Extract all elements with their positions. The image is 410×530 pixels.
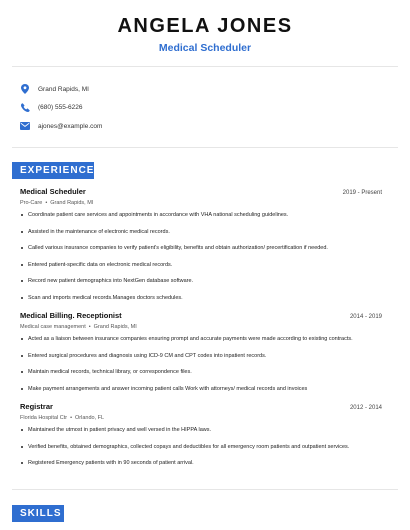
experience-section xyxy=(20,186,382,476)
job-bullet-list xyxy=(20,426,382,468)
email-icon xyxy=(20,121,30,131)
section-heading-skills: SKILLS xyxy=(12,505,64,522)
list-item: Maintain medical records, technical library, or correspondence files. xyxy=(20,368,382,377)
list-item: Entered surgical procedures and diagnosis using ICD-9 CM and CPT codes into inpatient records. xyxy=(20,352,382,361)
list-item: Registered Emergency patients with in 90 seconds of patient arrival. xyxy=(20,459,382,468)
contact-phone xyxy=(20,99,390,118)
list-item: Verified benefits, obtained demographics, collected copays and deductibles for all emergency room patients and outpatient services. xyxy=(20,443,382,452)
job-company: Florida Hospital Ctr xyxy=(20,415,68,421)
candidate-name: ANGELA JONES xyxy=(117,15,293,37)
contact-phone-text: (680) 555-6226 xyxy=(38,104,83,112)
list-item: Entered patient-specific data on electronic medical records. xyxy=(20,261,382,270)
job-dates: 2012 - 2014 xyxy=(349,405,382,411)
job-location: Grand Rapids, MI xyxy=(50,200,94,206)
list-item: Make payment arrangements and answer incoming patient calls Work with attorneys/ medical records and invoices xyxy=(20,385,382,394)
list-item: Coordinate patient care services and appointments in accordance with VHA national scheduling guidelines. xyxy=(20,211,382,220)
section-heading-experience: EXPERIENCE xyxy=(12,162,94,179)
job-role: Registrar xyxy=(20,402,53,411)
list-item: Assisted in the maintenance of electronic medical records. xyxy=(20,228,382,237)
resume-header xyxy=(0,14,410,55)
list-item: Record new patient demographics into NextGen database software. xyxy=(20,277,382,286)
contact-email xyxy=(20,117,390,136)
list-item: Acted as a liaison between insurance companies ensuring prompt and accurate payments were made according to existing contracts. xyxy=(20,335,382,344)
list-item: Scan and imports medical records.Manages doctors schedules. xyxy=(20,294,382,303)
job-role: Medical Billing. Receptionist xyxy=(20,311,122,320)
job-role: Medical Scheduler xyxy=(20,187,86,196)
candidate-title: Medical Scheduler xyxy=(158,42,252,54)
header-divider xyxy=(12,66,398,67)
contact-divider xyxy=(12,147,398,148)
phone-icon xyxy=(20,103,30,113)
job-company: Medical case management xyxy=(20,324,86,330)
job-company: Pro-Care xyxy=(20,200,43,206)
job-entry: Medical Scheduler 2019 - Present Pro-Care • Grand Rapids, MI Coordinate patient care services and appointments in accordance with VHA national scheduling guidelines. Assisted in the maintenance of electronic medical records. Called various insurance companies to verify patient's eligibility, benefits and obtain authorization/ precertification if needed. Entered patient-specific data on electronic medical records. Record new patient demographics into NextGen database software. Scan and imports medical records.Manages doctors schedules. xyxy=(20,187,382,301)
contact-email-text: ajones@example.com xyxy=(38,122,103,130)
list-item: Maintained the utmost in patient privacy and well versed in the HIPPA laws. xyxy=(20,426,382,435)
job-bullet-list xyxy=(20,335,382,393)
job-location: Grand Rapids, MI xyxy=(93,324,137,330)
job-dates: 2019 - Present xyxy=(342,190,382,196)
job-dates: 2014 - 2019 xyxy=(349,314,382,320)
contact-location-text: Grand Rapids, MI xyxy=(38,85,89,93)
list-item: Called various insurance companies to verify patient's eligibility, benefits and obtain authorization/ precertification if needed. xyxy=(20,244,382,253)
job-location: Orlando, FL xyxy=(75,415,105,421)
job-entry: Medical Billing. Receptionist 2014 - 2019 Medical case management • Grand Rapids, MI Acted as a liaison between insurance companies ensuring prompt and accurate payments were made according to existing contracts. Entered surgical procedures and diagnosis using ICD-9 CM and CPT codes into inpatient records. Maintain medical records, technical library, or correspondence files. Make payment arrangements and answer incoming patient calls Work with attorneys/ medical records and invoices xyxy=(20,311,382,392)
contact-list xyxy=(20,80,390,136)
job-bullet-list xyxy=(20,211,382,302)
location-pin-icon xyxy=(20,84,30,94)
experience-divider xyxy=(12,489,398,490)
contact-location xyxy=(20,80,390,99)
job-entry: Registrar 2012 - 2014 Florida Hospital Ctr • Orlando, FL Maintained the utmost in patient privacy and well versed in the HIPPA laws. Verified benefits, obtained demographics, collected copays and deductibles for all emergency room patients and outpatient services. Registered Emergency patients with in 90 seconds of patient arrival. xyxy=(20,402,382,466)
